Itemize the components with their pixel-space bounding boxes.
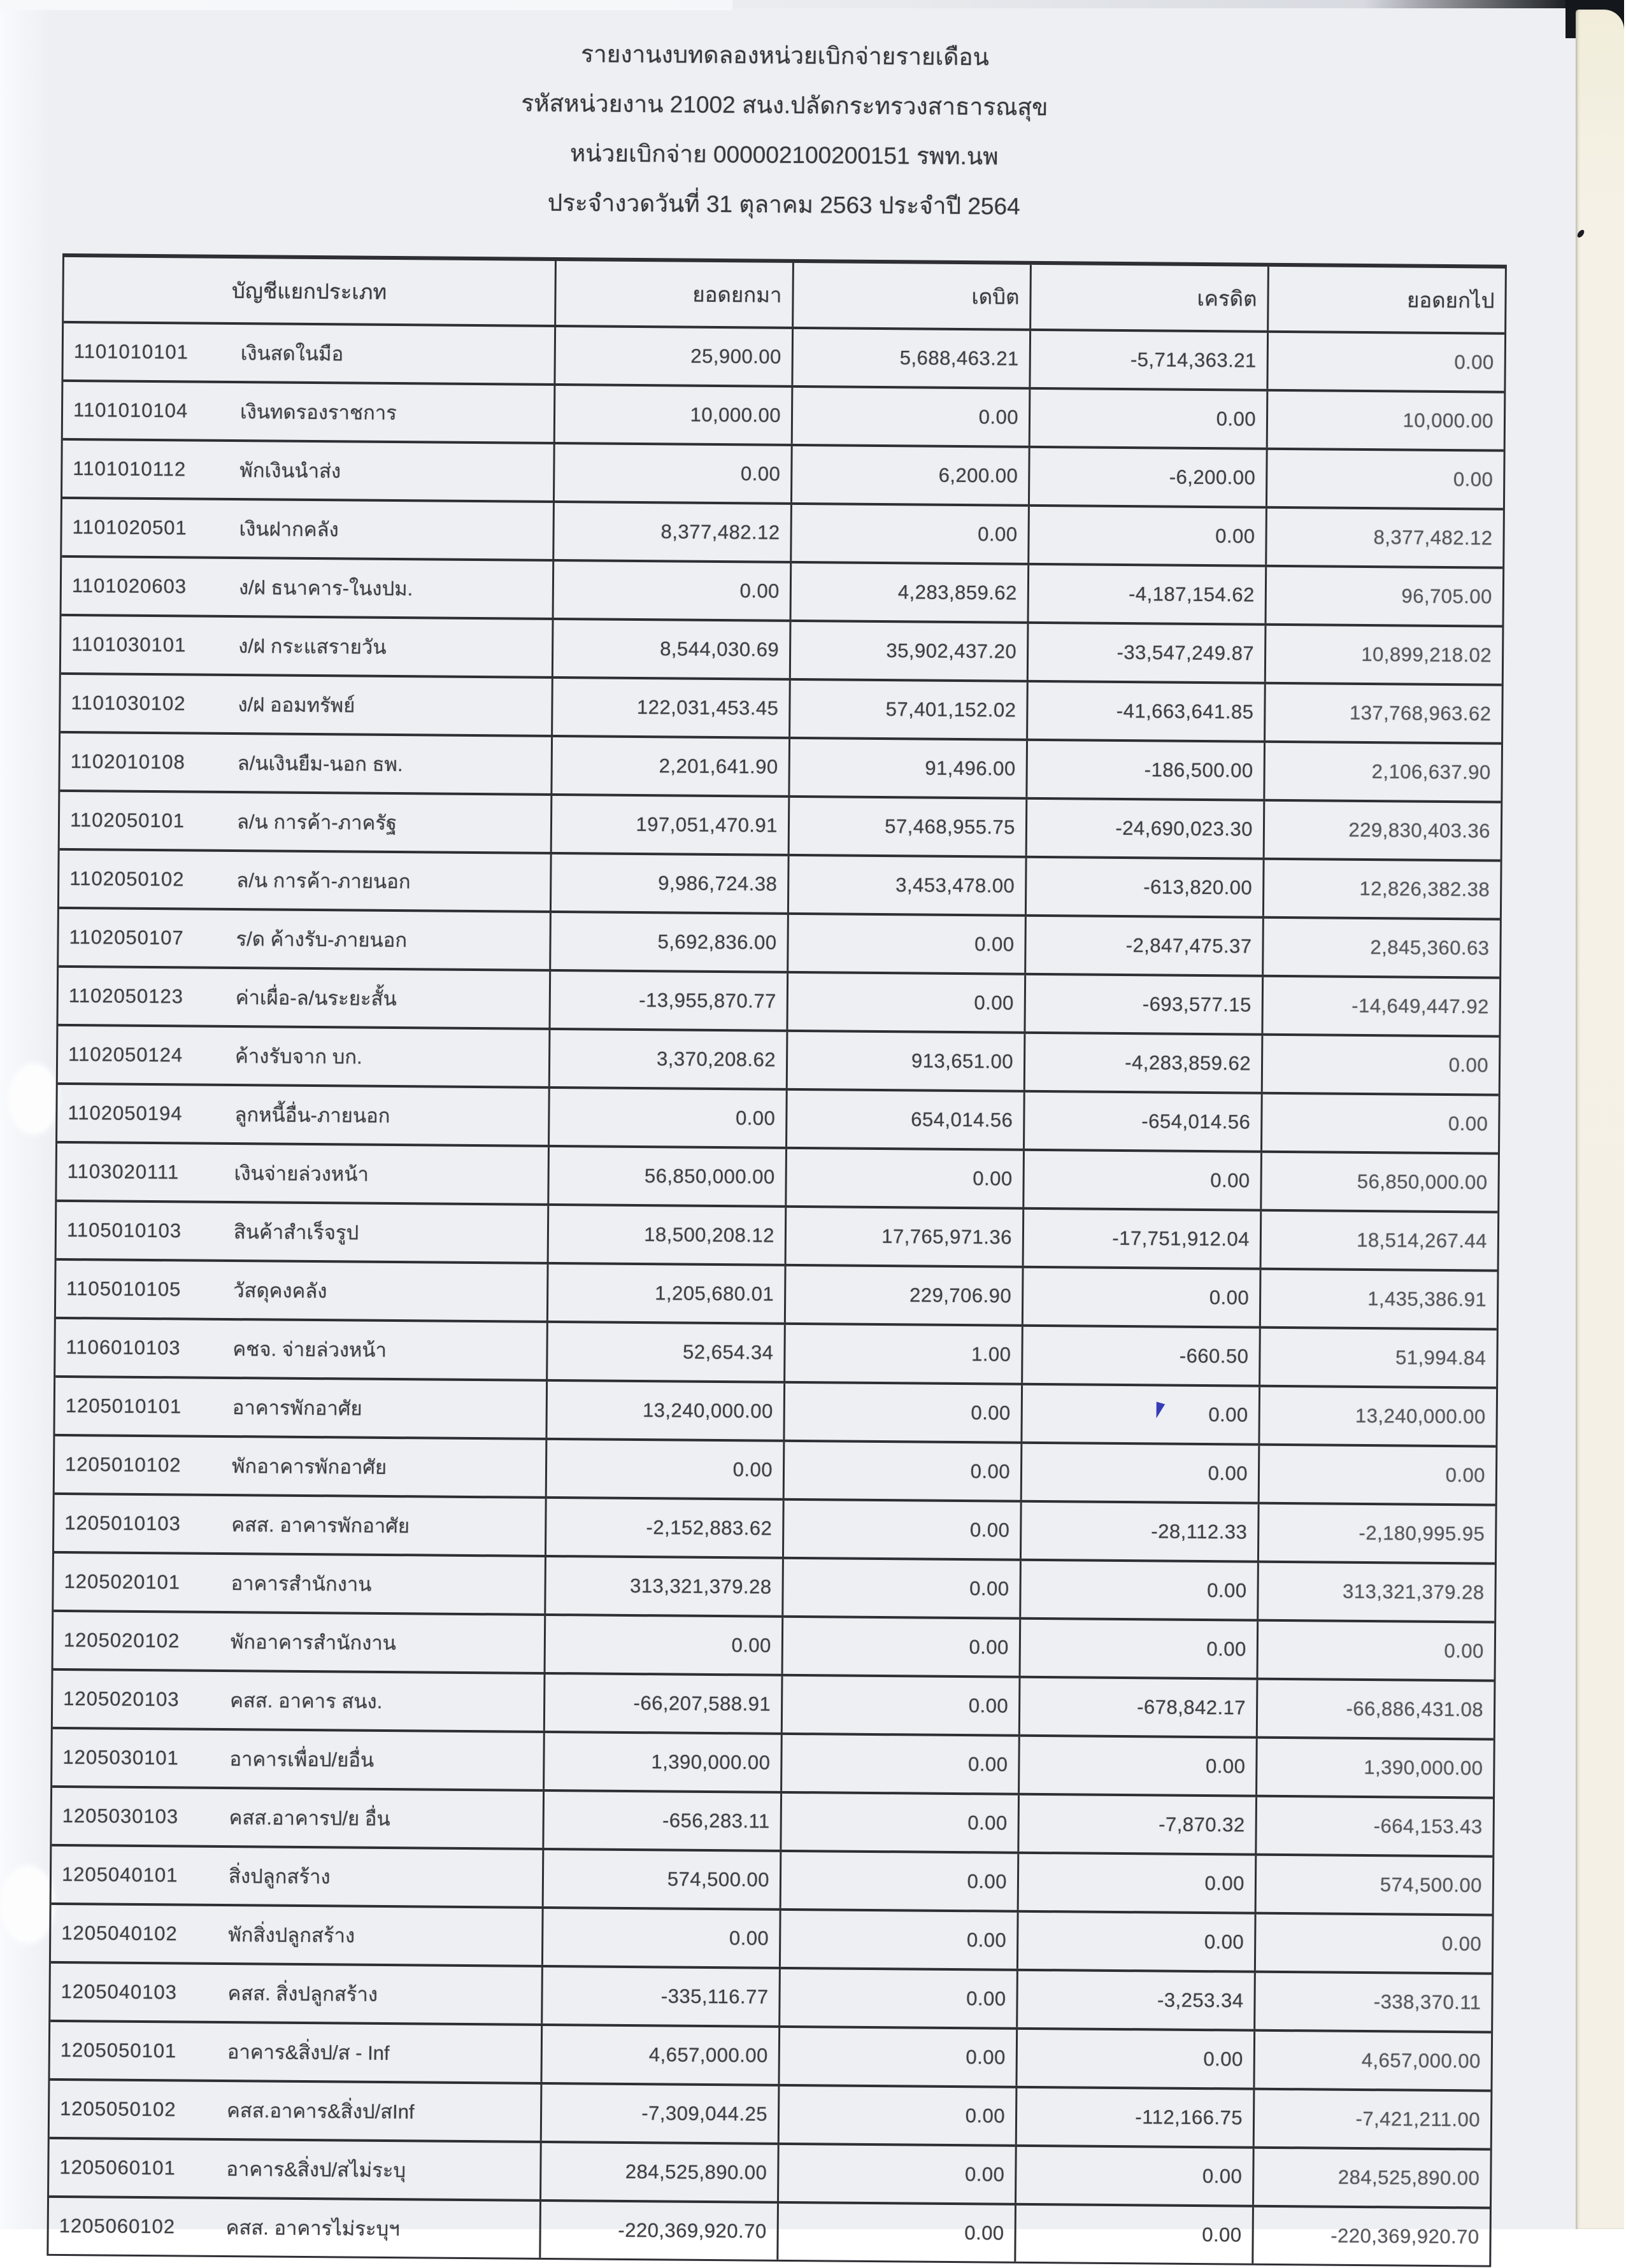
account-code: 1102050194 — [68, 1102, 183, 1125]
table-body — [48, 321, 1504, 2265]
carry-forward-in-value: 52,654.34 — [546, 1323, 784, 1381]
account-code: 1205010102 — [64, 1452, 182, 1477]
debit-value: 0.00 — [780, 1852, 1018, 1910]
carry-forward-in-value: 4,657,000.00 — [540, 2026, 778, 2084]
carry-forward-out-value: 2,106,637.90 — [1263, 743, 1501, 801]
account-code: 1205060101 — [59, 2155, 176, 2179]
credit-value: 0.00 — [1029, 390, 1267, 448]
credit-value: 0.00 — [1017, 1854, 1255, 1912]
account-name: ค่าเผื่อ-ล/นระยะสั้น — [235, 986, 397, 1010]
table-row — [55, 1375, 1496, 1445]
account-cell — [59, 851, 550, 911]
carry-forward-out-value: 10,899,218.02 — [1264, 626, 1502, 684]
debit-value: 0.00 — [787, 915, 1025, 973]
debit-value: 1.00 — [783, 1325, 1022, 1383]
carry-forward-in-value: 8,544,030.69 — [552, 620, 790, 678]
account-name: พักอาคารพักอาศัย — [231, 1455, 387, 1478]
account-cell — [62, 499, 553, 559]
carry-forward-in-value: 0.00 — [552, 562, 790, 620]
debit-value: 229,706.90 — [784, 1266, 1022, 1324]
account-cell — [49, 2139, 540, 2199]
table-row — [55, 1317, 1497, 1387]
account-code: 1102050124 — [68, 1043, 183, 1067]
account-cell — [63, 382, 554, 442]
table-row — [63, 379, 1504, 450]
carry-forward-in-value: 0.00 — [548, 1089, 786, 1147]
table-row — [59, 907, 1500, 977]
table-row — [51, 1903, 1492, 1973]
credit-value: 0.00 — [1019, 1561, 1257, 1619]
table-row — [52, 1785, 1493, 1855]
carry-forward-in-value: -220,369,920.70 — [539, 2202, 777, 2260]
table-row — [56, 1258, 1497, 1328]
table-row — [52, 1844, 1493, 1914]
credit-value: 0.00 — [1014, 2206, 1252, 2264]
carry-forward-out-value: -2,180,995.95 — [1257, 1505, 1495, 1563]
credit-value: 0.00 — [1015, 2030, 1253, 2088]
account-name: พักเงินนำส่ง — [239, 459, 341, 483]
debit-value: 0.00 — [781, 1618, 1020, 1676]
account-name: เงินจ่ายล่วงหน้า — [234, 1162, 369, 1186]
account-code: 1205030103 — [62, 1804, 179, 1828]
column-header-carry-forward-in: ยอดยกมา — [554, 261, 792, 327]
credit-value: -4,283,859.62 — [1023, 1034, 1262, 1092]
account-name: คชจ. จ่ายล่วงหน้า — [232, 1338, 387, 1361]
account-code: 1205010101 — [65, 1394, 182, 1418]
carry-forward-out-value: -14,649,447.92 — [1261, 977, 1499, 1035]
debit-value: 0.00 — [785, 1149, 1023, 1207]
carry-forward-in-value: 197,051,470.91 — [550, 796, 788, 854]
account-cell — [57, 1144, 548, 1203]
account-name: คสส. อาคาร สนง. — [230, 1689, 383, 1713]
credit-value: -41,663,641.85 — [1026, 683, 1264, 741]
table-row — [57, 1082, 1499, 1152]
carry-forward-out-value: 574,500.00 — [1255, 1856, 1493, 1914]
carry-forward-out-value: 1,435,386.91 — [1259, 1270, 1497, 1328]
carry-forward-in-value: 9,986,724.38 — [550, 854, 788, 912]
credit-value: -33,547,249.87 — [1027, 624, 1265, 682]
account-name: คสส. อาคารพักอาศัย — [231, 1513, 410, 1538]
account-name: ล/น การค้า-ภาครัฐ — [236, 811, 397, 835]
account-name: เงินสดในมือ — [240, 342, 344, 365]
table-row — [50, 2078, 1491, 2148]
carry-forward-in-value: 0.00 — [553, 444, 791, 502]
table-row — [53, 1610, 1495, 1680]
carry-forward-in-value: 8,377,482.12 — [552, 503, 790, 561]
credit-value: -112,166.75 — [1015, 2088, 1253, 2146]
credit-value: -660.50 — [1021, 1327, 1259, 1385]
debit-value: 0.00 — [783, 1384, 1021, 1442]
disbursement-unit-line: หน่วยเบิกจ่าย 000002100200151 รพท.นพ — [569, 140, 999, 170]
carry-forward-out-value: 12,826,382.38 — [1262, 860, 1501, 918]
account-cell — [61, 616, 552, 676]
carry-forward-in-value: 574,500.00 — [542, 1850, 780, 1908]
account-code: 1101030101 — [71, 633, 187, 656]
account-name: ง/ฝ ออมทรัพย์ — [238, 693, 355, 717]
debit-value: 17,765,971.36 — [785, 1208, 1023, 1266]
debit-value: 4,283,859.62 — [790, 563, 1028, 621]
carry-forward-in-value: 25,900.00 — [553, 327, 792, 385]
account-code: 1102050101 — [69, 809, 185, 832]
table-row — [50, 2020, 1492, 2090]
table-row — [50, 1961, 1492, 2031]
account-code: 1105010103 — [66, 1219, 182, 1242]
table-row — [59, 965, 1500, 1035]
credit-value: 0.00 — [1022, 1151, 1260, 1209]
debit-value: 0.00 — [782, 1501, 1020, 1559]
debit-value: 0.00 — [779, 1911, 1017, 1969]
credit-value: -7,870.32 — [1017, 1796, 1255, 1853]
table-row — [55, 1434, 1496, 1504]
account-cell — [62, 558, 553, 618]
account-name: สินค้าสำเร็จรูป — [233, 1221, 359, 1244]
account-cell — [59, 968, 550, 1028]
column-header-account: บัญชีแยกประเภท — [231, 278, 387, 304]
account-cell — [57, 1085, 548, 1145]
account-cell — [55, 1319, 546, 1379]
account-code: 1205040103 — [61, 1980, 178, 2004]
debit-value: 0.00 — [778, 2087, 1016, 2144]
carry-forward-out-value: 1,390,000.00 — [1255, 1739, 1494, 1797]
account-name: เงินฝากคลัง — [239, 518, 339, 541]
debit-value: 0.00 — [790, 505, 1028, 563]
carry-forward-out-value: 229,830,403.36 — [1263, 802, 1501, 860]
carry-forward-in-value: 1,390,000.00 — [543, 1733, 781, 1791]
credit-value: -613,820.00 — [1025, 858, 1263, 916]
credit-value: 0.00 — [1027, 507, 1266, 565]
carry-forward-in-value: -656,283.11 — [542, 1792, 780, 1850]
account-name: อาคารสำนักงาน — [231, 1572, 372, 1596]
account-cell — [60, 734, 551, 793]
credit-value: 0.00 — [1020, 1444, 1259, 1502]
carry-forward-out-value: 18,514,267.44 — [1260, 1212, 1498, 1270]
account-code: 1102010108 — [70, 750, 185, 774]
table-row — [52, 1727, 1494, 1797]
debit-value: 0.00 — [777, 2145, 1015, 2203]
account-name: คสส. อาคารไม่ระบุฯ — [225, 2216, 400, 2241]
account-code: 1205060102 — [59, 2214, 176, 2238]
table-row — [62, 497, 1503, 567]
account-name: ง/ฝ ธนาคาร-ในงปม. — [238, 576, 413, 600]
account-name: พักอาคารสำนักงาน — [230, 1631, 397, 1655]
account-cell — [58, 1026, 549, 1086]
carry-forward-out-value: 0.00 — [1260, 1095, 1499, 1152]
account-name: อาคาร&สิ่งป/สไม่ระบุ — [226, 2158, 406, 2182]
carry-forward-in-value: 3,370,208.62 — [548, 1030, 787, 1088]
credit-value: -5,714,363.21 — [1029, 331, 1267, 389]
account-name: คสส. สิ่งปลูกสร้าง — [227, 1982, 378, 2006]
carry-forward-in-value: 10,000.00 — [553, 386, 792, 444]
credit-value: 0.00 — [1020, 1386, 1259, 1443]
account-code: 1106010103 — [66, 1336, 181, 1359]
carry-forward-in-value: 18,500,208.12 — [547, 1206, 785, 1264]
account-name: ค้างรับจาก บก. — [234, 1045, 362, 1068]
account-name: ล/นเงินยืม-นอก ธพ. — [237, 752, 403, 776]
account-code: 1205040102 — [61, 1921, 178, 1945]
account-cell — [51, 1905, 542, 1965]
account-code: 1102050123 — [68, 984, 184, 1008]
account-code: 1205030101 — [62, 1745, 180, 1769]
account-cell — [57, 1202, 548, 1262]
account-cell — [52, 1729, 543, 1789]
account-name: คสส.อาคาร&สิ่งป/สInf — [226, 2099, 415, 2123]
debit-value: 654,014.56 — [785, 1091, 1023, 1149]
credit-value: 0.00 — [1015, 2147, 1253, 2205]
credit-value: -17,751,912.04 — [1022, 1210, 1260, 1268]
carry-forward-in-value: -13,955,870.77 — [548, 972, 787, 1030]
carry-forward-out-value: 13,240,000.00 — [1258, 1387, 1496, 1445]
debit-value: 0.00 — [778, 1969, 1016, 2027]
account-code: 1205020101 — [64, 1570, 181, 1594]
account-cell — [62, 441, 553, 500]
carry-forward-in-value: 56,850,000.00 — [547, 1147, 785, 1205]
table-row — [63, 321, 1504, 391]
account-code: 1205050101 — [60, 2038, 177, 2062]
account-code: 1101030102 — [71, 691, 186, 715]
carry-forward-out-value: 313,321,379.28 — [1257, 1563, 1495, 1621]
debit-value: 0.00 — [780, 1794, 1018, 1852]
account-code: 1102050102 — [69, 867, 185, 891]
table-row — [49, 2137, 1490, 2207]
credit-value: 0.00 — [1022, 1268, 1260, 1326]
carry-forward-out-value: 51,994.84 — [1259, 1329, 1497, 1387]
carry-forward-out-value: 0.00 — [1261, 1036, 1499, 1094]
table-row — [57, 1200, 1498, 1270]
account-code: 1101010104 — [73, 399, 189, 422]
carry-forward-out-value: -220,369,920.70 — [1252, 2208, 1490, 2265]
carry-forward-out-value: 10,000.00 — [1266, 392, 1504, 450]
account-cell — [53, 1612, 545, 1672]
credit-value: -6,200.00 — [1028, 448, 1266, 506]
credit-value: -24,690,023.30 — [1025, 800, 1264, 858]
table-row — [48, 2195, 1490, 2265]
account-code: 1205040101 — [61, 1862, 178, 1887]
carry-forward-in-value: 0.00 — [541, 1909, 780, 1967]
credit-value: -2,847,475.37 — [1024, 917, 1262, 975]
account-name: ล/น การค้า-ภายนอก — [236, 869, 411, 893]
column-header-debit: เดบิต — [792, 263, 1030, 329]
table-row — [60, 731, 1501, 801]
carry-forward-out-value: -664,153.43 — [1255, 1797, 1493, 1855]
table-row — [53, 1551, 1495, 1621]
carry-forward-out-value: -7,421,211.00 — [1253, 2090, 1491, 2148]
account-code: 1105010105 — [66, 1277, 182, 1301]
account-code: 1103020111 — [67, 1160, 180, 1184]
debit-value: 35,902,437.20 — [789, 622, 1027, 680]
column-header-credit: เครดิต — [1029, 265, 1267, 330]
column-header-carry-forward-out: ยอดยกไป — [1267, 267, 1505, 332]
carry-forward-out-value: 0.00 — [1257, 1622, 1495, 1680]
account-cell — [61, 675, 552, 735]
credit-value: -3,253.34 — [1016, 1971, 1254, 2029]
table-row — [57, 1141, 1498, 1211]
carry-forward-out-value: 284,525,890.00 — [1252, 2149, 1490, 2207]
report-header — [0, 25, 1568, 236]
carry-forward-out-value: 56,850,000.00 — [1260, 1153, 1498, 1211]
credit-value: -678,842.17 — [1018, 1678, 1257, 1736]
carry-forward-in-value: 313,321,379.28 — [544, 1557, 782, 1615]
credit-value: -4,187,154.62 — [1027, 565, 1266, 623]
carry-forward-out-value: 4,657,000.00 — [1253, 2032, 1491, 2090]
account-code: 1101010101 — [73, 340, 189, 364]
carry-forward-in-value: 1,205,680.01 — [546, 1265, 785, 1322]
table-row — [62, 555, 1503, 625]
account-cell — [52, 1788, 543, 1848]
credit-value: -28,112.33 — [1020, 1503, 1258, 1561]
carry-forward-in-value: 284,525,890.00 — [539, 2143, 778, 2201]
carry-forward-out-value: 8,377,482.12 — [1265, 509, 1503, 567]
account-cell — [56, 1261, 547, 1321]
credit-value: -654,014.56 — [1023, 1093, 1261, 1151]
account-cell — [63, 323, 554, 383]
carry-forward-in-value: -7,309,044.25 — [540, 2085, 778, 2143]
account-name: อาคารเพื่อป/ยอื่น — [229, 1748, 374, 1771]
account-cell — [55, 1436, 546, 1496]
carry-forward-out-value: 0.00 — [1258, 1446, 1496, 1504]
account-name: ร/ด ค้างรับ-ภายนอก — [236, 928, 408, 952]
account-cell — [53, 1554, 545, 1613]
account-name: วัสดุคงคลัง — [233, 1279, 327, 1303]
carry-forward-in-value: -2,152,883.62 — [545, 1499, 783, 1557]
carry-forward-in-value: 2,201,641.90 — [550, 737, 788, 795]
debit-value: 0.00 — [780, 1735, 1018, 1793]
account-code: 1205020103 — [63, 1687, 180, 1711]
table-row — [61, 672, 1502, 742]
account-cell — [60, 792, 551, 852]
debit-value: 0.00 — [786, 974, 1024, 1031]
account-code: 1102050107 — [69, 926, 184, 949]
account-code: 1101020603 — [71, 574, 187, 598]
table-row — [58, 1024, 1499, 1094]
carry-forward-out-value: 0.00 — [1266, 450, 1504, 508]
account-cell — [53, 1671, 544, 1731]
debit-value: 0.00 — [776, 2204, 1015, 2262]
debit-value: 57,468,955.75 — [788, 798, 1026, 856]
account-cell — [54, 1495, 545, 1555]
account-cell — [48, 2198, 539, 2258]
carry-forward-in-value: 5,692,836.00 — [549, 913, 787, 971]
debit-value: 0.00 — [781, 1559, 1020, 1617]
carry-forward-out-value: -66,886,431.08 — [1256, 1680, 1494, 1738]
account-code: 1101010112 — [73, 457, 187, 481]
account-name: ลูกหนี้อื่น-ภายนอก — [234, 1103, 390, 1127]
carry-forward-in-value: 13,240,000.00 — [545, 1382, 783, 1440]
credit-value: 0.00 — [1019, 1620, 1257, 1678]
debit-value: 0.00 — [783, 1442, 1021, 1500]
table-row — [53, 1668, 1494, 1738]
account-cell — [50, 2022, 541, 2082]
account-name: เงินทดรองราชการ — [239, 400, 397, 425]
table-row — [54, 1492, 1495, 1563]
trial-balance-table — [46, 253, 1507, 2267]
debit-value: 913,651.00 — [786, 1032, 1024, 1090]
debit-value: 0.00 — [781, 1676, 1019, 1734]
carry-forward-in-value: 0.00 — [544, 1616, 782, 1674]
carry-forward-out-value: 0.00 — [1266, 333, 1504, 391]
account-cell — [50, 2081, 541, 2141]
account-name: คสส.อาคารป/ย อื่น — [229, 1806, 390, 1831]
report-title: รายงานงบทดลองหน่วยเบิกจ่ายรายเดือน — [580, 41, 990, 71]
account-name: พักสิ่งปลูกสร้าง — [228, 1924, 355, 1947]
debit-value: 3,453,478.00 — [787, 856, 1025, 914]
table-row — [62, 438, 1504, 508]
credit-value: -186,500.00 — [1025, 741, 1264, 799]
carry-forward-in-value: -335,116.77 — [541, 1967, 779, 2025]
debit-value: 6,200.00 — [790, 446, 1029, 504]
account-cell — [55, 1378, 546, 1438]
account-cell — [59, 909, 550, 969]
account-name: อาคาร&สิ่งป/ส - Inf — [227, 2041, 390, 2065]
agency-code-line: รหัสหน่วยงาน 21002 สนง.ปลัดกระทรวงสาธารณสุข — [521, 90, 1048, 121]
carry-forward-in-value: 0.00 — [545, 1440, 783, 1498]
carry-forward-in-value: 122,031,453.45 — [551, 679, 789, 737]
account-name: สิ่งปลูกสร้าง — [228, 1865, 331, 1889]
credit-value: -693,577.15 — [1023, 975, 1262, 1033]
account-code: 1205010103 — [64, 1511, 181, 1535]
carry-forward-out-value: 0.00 — [1254, 1915, 1492, 1973]
debit-value: 57,401,152.02 — [788, 681, 1027, 739]
credit-value: 0.00 — [1016, 1913, 1255, 1971]
account-name: อาคารพักอาศัย — [232, 1396, 362, 1420]
account-code: 1205050102 — [59, 2097, 176, 2121]
debit-value: 5,688,463.21 — [791, 329, 1029, 387]
account-name: ง/ฝ กระแสรายวัน — [238, 635, 387, 658]
table-header-row — [64, 257, 1505, 332]
account-code: 1205020102 — [63, 1628, 180, 1652]
carry-forward-out-value: -338,370.11 — [1253, 1973, 1492, 2031]
account-code: 1101020501 — [72, 516, 187, 539]
table-row — [59, 848, 1501, 918]
carry-forward-in-value: -66,207,588.91 — [543, 1675, 781, 1733]
debit-value: 0.00 — [778, 2028, 1016, 2086]
account-cell — [50, 1964, 541, 2023]
carry-forward-out-value: 2,845,360.63 — [1262, 919, 1500, 977]
debit-value: 91,496.00 — [788, 739, 1026, 797]
table-row — [60, 790, 1501, 860]
carry-forward-out-value: 137,768,963.62 — [1264, 684, 1502, 742]
account-cell — [52, 1846, 543, 1906]
debit-value: 0.00 — [791, 388, 1029, 446]
carry-forward-out-value: 96,705.00 — [1265, 567, 1503, 625]
period-line: ประจำงวดวันที่ 31 ตุลาคม 2563 ประจำปี 2564 — [547, 189, 1020, 220]
credit-value: 0.00 — [1018, 1737, 1256, 1795]
table-row — [61, 614, 1502, 684]
